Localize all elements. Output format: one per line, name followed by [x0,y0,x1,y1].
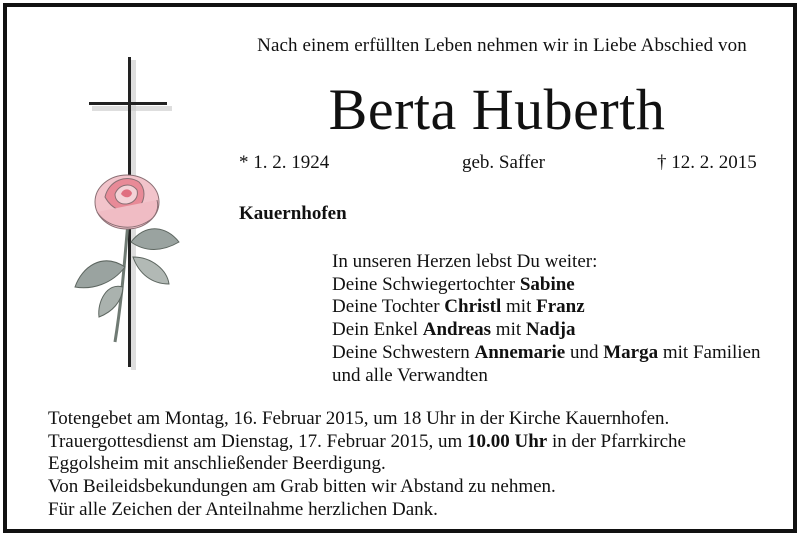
mourners-line: Deine Schwestern Annemarie und Marga mit Familien [332,341,761,363]
mourner-name: Marga [603,341,659,363]
mourner-name: Nadja [525,319,576,341]
mourner-name: Christl [444,296,502,318]
rose-icon [75,175,179,342]
mourner-name: Andreas [422,319,492,341]
service-line: Eggolsheim mit anschließender Beerdigung. [48,453,386,475]
mourners-line: In unseren Herzen lebst Du weiter: [332,251,598,272]
obituary-notice [3,3,797,533]
service-line: Von Beileidsbekundungen am Grab bitten wir Abstand zu nehmen. [48,476,556,498]
service-details [48,408,686,522]
maiden-name: geb. Saffer [462,152,546,173]
birth-date: * 1. 2. 1924 [239,152,330,173]
mourners-line: und alle Verwandten [332,364,488,386]
mourner-name: Annemarie [474,341,566,363]
hometown: Kauernhofen [239,203,347,224]
mourners-line: Dein Enkel Andreas mit Nadja [332,319,576,341]
mourner-name: Franz [536,296,585,318]
service-line: Trauergottesdienst am Dienstag, 17. Februar 2015, um 10.00 Uhr in der Pfarrkirche [48,430,686,452]
cross-and-rose-decoration [67,52,197,392]
mourners-line: Deine Tochter Christl mit Franz [332,296,585,318]
mourners-list [332,251,761,387]
deceased-name: Berta Huberth [328,77,666,142]
service-time: 10.00 Uhr [467,430,548,452]
mourners-line: Deine Schwiegertochter Sabine [332,273,575,295]
death-date: † 12. 2. 2015 [657,152,757,173]
service-line: Totengebet am Montag, 16. Februar 2015, um 18 Uhr in der Kirche Kauernhofen. [48,408,670,429]
intro-text: Nach einem erfüllten Leben nehmen wir in Liebe Abschied von [257,35,747,56]
mourner-name: Sabine [519,273,575,295]
service-line: Für alle Zeichen der Anteilnahme herzlichen Dank. [48,498,438,520]
